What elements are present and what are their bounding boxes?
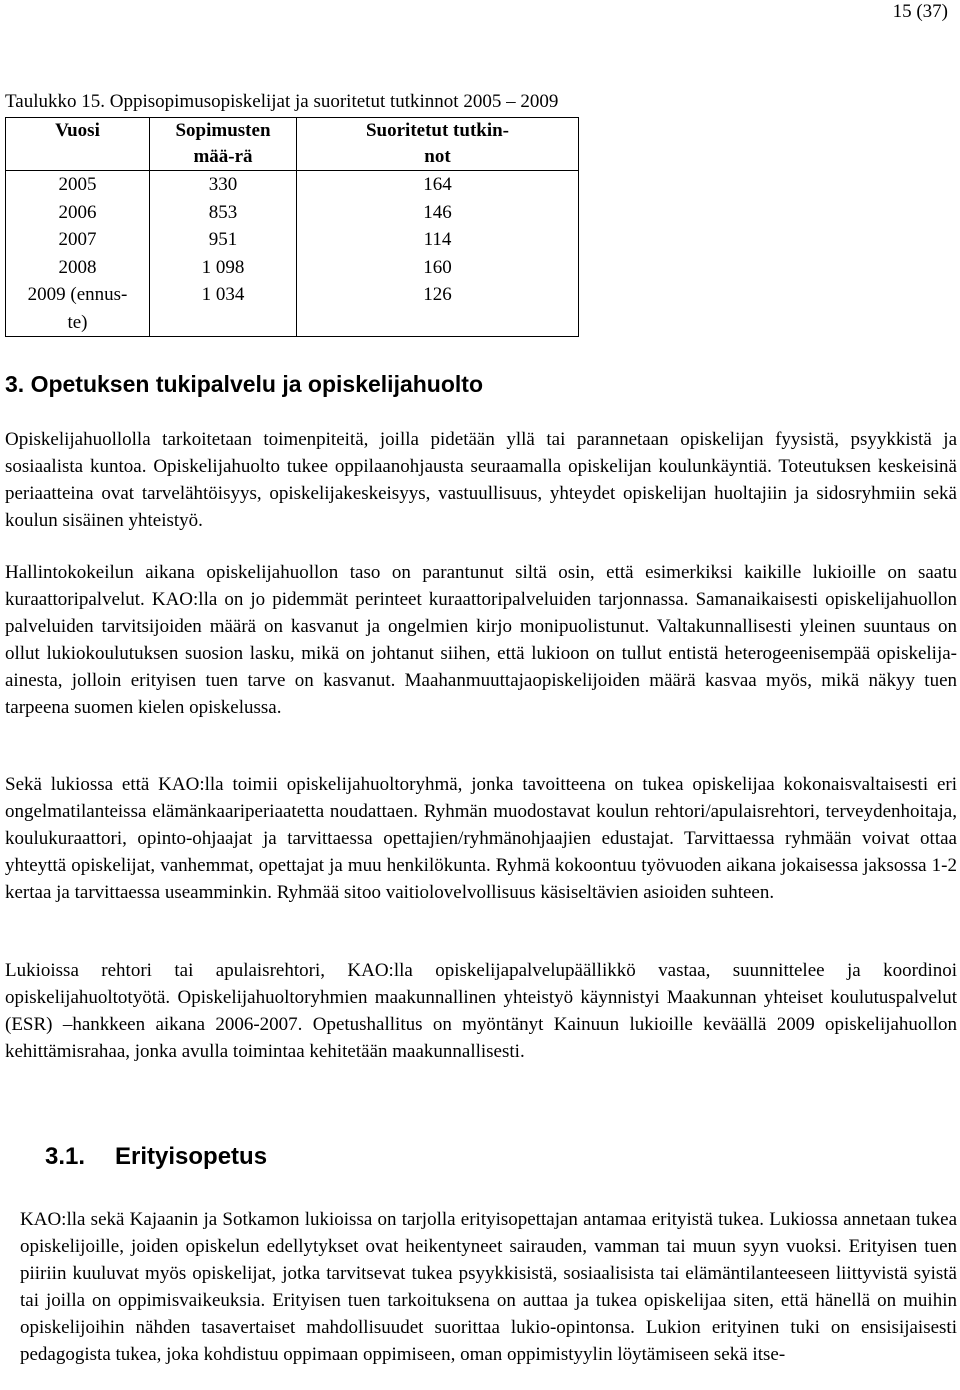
cell-completed: 114 [297, 226, 579, 254]
cell-year: 2009 (ennus-te) [6, 281, 150, 337]
table-row [6, 226, 579, 254]
cell-contracts: 853 [150, 199, 297, 227]
cell-year: 2008 [6, 254, 150, 282]
cell-contracts: 951 [150, 226, 297, 254]
header-contracts: Sopimusten mää-rä [150, 118, 297, 171]
paragraph: KAO:lla sekä Kajaanin ja Sotkamon lukioissa on tarjolla erityisopettajan antamaa erityistä tukea. Lukiossa annetaan tukea opiskelijoille, joiden opiskelun edellytykset ovat heikentyneet sairauden, vamman tai muun syyn vuoksi. Erityisen tuen piiriin kuuluvat myös opiskelijat, jotka tarvitsevat tukea psyykkisistä, sosiaalisista tai elämäntilanteeseen liittyvistä syistä tai joilla on oppimisvaikeuksia. Erityisen tuen tarkoituksena on auttaa ja tukea opiskelijaa siten, että hänellä on muihin opiskelijoihin nähden tasavertaiset mahdollisuudet suorittaa lukio-opintonsa. Lukion erityinen tuki on ensisijaisesti pedagogista tukea, joka kohdistuu oppimaan oppimiseen, oman oppimistyylin löytämiseen sekä itse- [20, 1209, 957, 1365]
section-heading: 3. Opetuksen tukipalvelu ja opiskelijahuolto [5, 371, 484, 397]
cell-contracts: 330 [150, 171, 297, 199]
paragraph: Hallintokokeilun aikana opiskelijahuollon taso on parantunut siltä osin, että esimerkiksi kaikille lukioille on saatu kuraattoripalvelut. KAO:lla on jo pidemmät perinteet kuraattoripalveluiden tarjonnassa. Samanaikaisesti opiskelijahuollon palveluiden tarvitsijoiden määrä on kasvanut ja ongelmien kirjo monipuolistunut. Valtakunnallisesti yleinen suuntaus on ollut lukiokoulutuksen suosion lasku, mikä on johtanut siihen, että lukioon on tullut entistä heterogeenisempää opiskelija-ainesta, jolloin erityisen tuen tarve on kasvanut. Maahanmuuttajaopiskelijoiden määrä kasvaa myös, mikä näkyy tuen tarpeena suomen kielen opiskelussa. [5, 562, 957, 718]
table-header-row [6, 118, 579, 171]
cell-year: 2005 [6, 171, 150, 199]
subsection-number: 3.1. [45, 1143, 86, 1170]
table-caption: Taulukko 15. Oppisopimusopiskelijat ja suoritetut tutkinnot 2005 – 2009 [5, 91, 559, 112]
cell-year: 2006 [6, 199, 150, 227]
cell-contracts: 1 034 [150, 281, 297, 337]
cell-year: 2007 [6, 226, 150, 254]
cell-completed: 164 [297, 171, 579, 199]
table-row [6, 171, 579, 199]
cell-contracts: 1 098 [150, 254, 297, 282]
page-number: 15 (37) [892, 1, 948, 22]
cell-completed: 160 [297, 254, 579, 282]
paragraph: Lukioissa rehtori tai apulaisrehtori, KAO:lla opiskelijapalvelupäällikkö vastaa, suunnittelee ja koordinoi opiskelijahuoltotyötä. Opiskelijahuoltoryhmien maakunnallinen yhteistyö käynnistyi Maakunnan yhteiset koulutuspalvelut (ESR) –hankkeen aikana 2006-2007. Opetushallitus on myöntänyt Kainuun lukioille keväällä 2009 opiskelijahuollon kehittämisrahaa, jonka avulla toimintaa kehitetään maakunnallisesti. [5, 960, 957, 1062]
table-row [6, 199, 579, 227]
paragraph: Opiskelijahuollolla tarkoitetaan toimenpiteitä, joilla pidetään yllä tai parannetaan opiskelijan fyysistä, psyykkistä ja sosiaalista kuntoa. Opiskelijahuolto tukee oppilaanohjausta seuraamalla opiskelijan koulunkäyntiä. Toteutuksen keskeisinä periaatteina ovat tarvelähtöisyys, opiskelijakeskeisyys, vastuullisuus, yhteydet opiskelijan huoltajiin ja sidosryhmiin sekä koulun sisäinen yhteistyö. [5, 429, 957, 531]
subsection-title: Erityisopetus [115, 1143, 268, 1170]
apprenticeship-table [5, 117, 579, 337]
header-completed: Suoritetut tutkin-not [297, 118, 579, 171]
subsection-heading [45, 1142, 267, 1172]
cell-completed: 146 [297, 199, 579, 227]
cell-completed: 126 [297, 281, 579, 337]
table-row [6, 254, 579, 282]
paragraph: Sekä lukiossa että KAO:lla toimii opiskelijahuoltoryhmä, jonka tavoitteena on tukea opiskelijaa kokonaisvaltaisesti eri ongelmatilanteissa elämänkaariperiaatetta noudattaen. Ryhmän muodostavat koulun rehtori/apulaisrehtori, terveydenhoitaja, koulukuraattori, opinto-ohjaajat ja tarvittaessa opettajien/ryhmänohjaajien edustajat. Tarvittaessa ryhmään voivat ottaa yhteyttä opiskelijat, vanhemmat, opettajat ja muu henkilökunta. Ryhmä kokoontuu työvuoden aikana jokaisessa jaksossa 1-2 kertaa ja tarvittaessa useamminkin. Ryhmää sitoo vaitiolovelvollisuus käsiseltävien asioiden suhteen. [5, 774, 957, 903]
table-row [6, 281, 579, 337]
header-year: Vuosi [6, 118, 150, 171]
